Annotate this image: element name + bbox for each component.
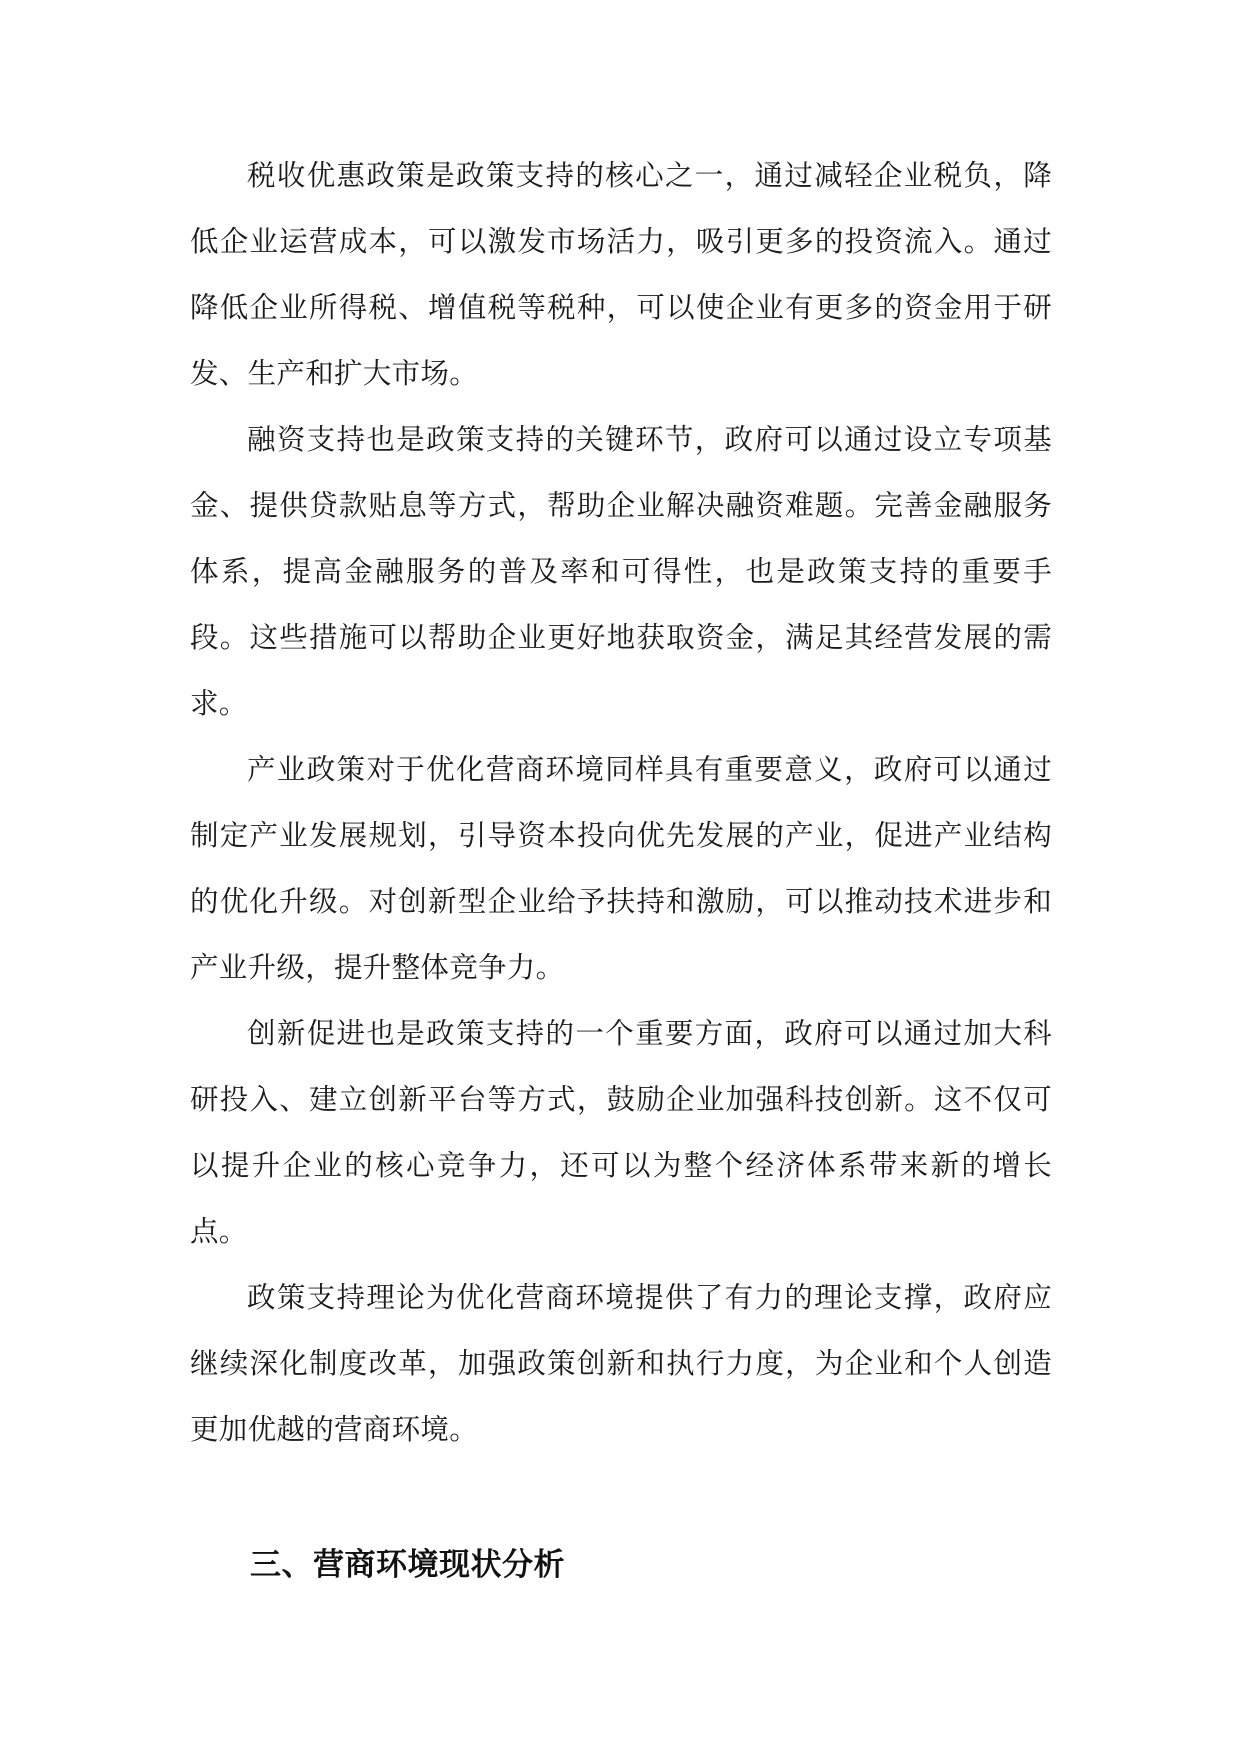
paragraph-innovation-promotion: 创新促进也是政策支持的一个重要方面，政府可以通过加大科研投入、建立创新平台等方式，鼓励企业加强科技创新。这不仅可以提升企业的核心竞争力，还可以为整个经济体系带来新的增长点。 [190, 1017, 1052, 1248]
document-body [190, 143, 1052, 1463]
paragraph-tax-incentives: 税收优惠政策是政策支持的核心之一，通过减轻企业税负，降低企业运营成本，可以激发市场活力，吸引更多的投资流入。通过降低企业所得税、增值税等税种，可以使企业有更多的资金用于研发、生产和扩大市场。 [190, 159, 1052, 390]
paragraph-industrial-policy: 产业政策对于优化营商环境同样具有重要意义，政府可以通过制定产业发展规划，引导资本投向优先发展的产业，促进产业结构的优化升级。对创新型企业给予扶持和激励，可以推动技术进步和产业升级，提升整体竞争力。 [190, 753, 1052, 984]
paragraph-financing-support: 融资支持也是政策支持的关键环节，政府可以通过设立专项基金、提供贷款贴息等方式，帮助企业解决融资难题。完善金融服务体系，提高金融服务的普及率和可得性，也是政策支持的重要手段。这些措施可以帮助企业更好地获取资金，满足其经营发展的需求。 [190, 423, 1052, 720]
section-heading: 三、营商环境现状分析 [250, 1547, 565, 1583]
paragraph-policy-support-theory: 政策支持理论为优化营商环境提供了有力的理论支撑，政府应继续深化制度改革，加强政策创新和执行力度，为企业和个人创造更加优越的营商环境。 [190, 1281, 1052, 1446]
